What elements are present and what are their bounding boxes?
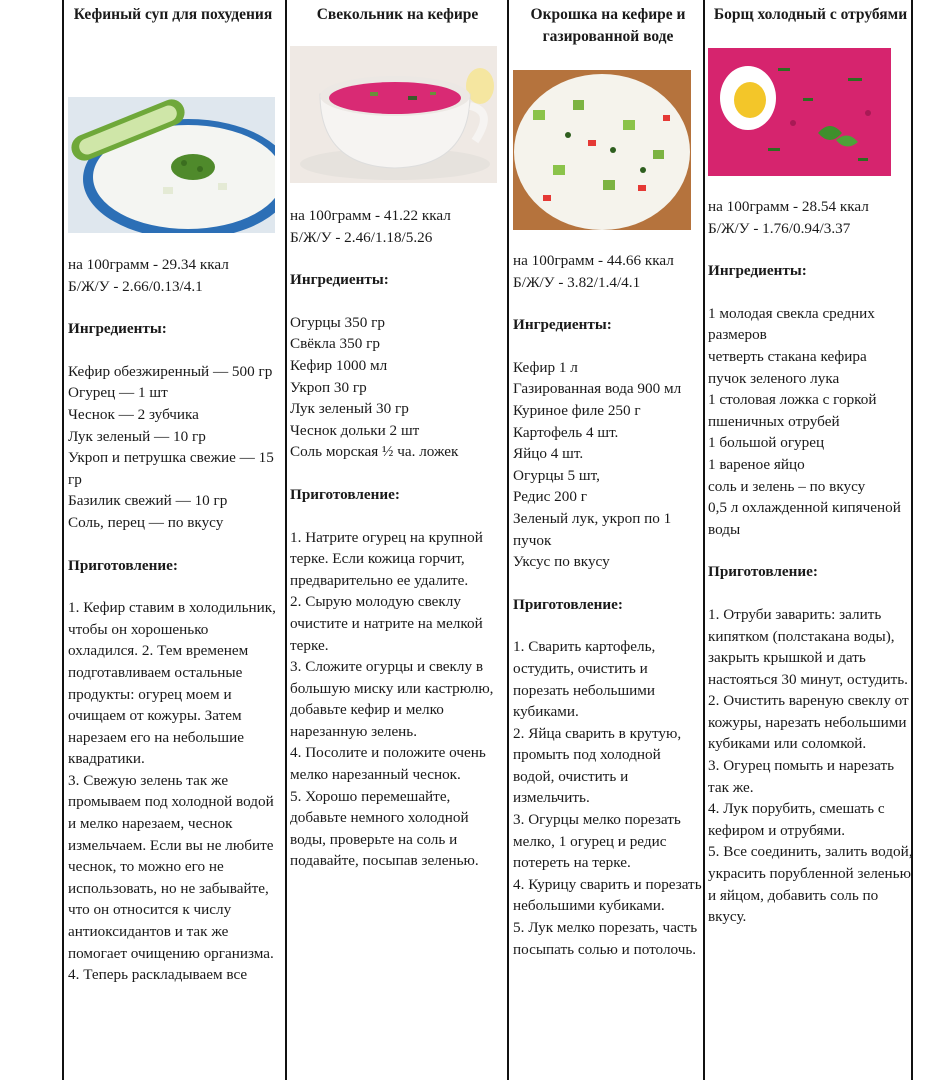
ingredient-item: Огурцы 350 гр xyxy=(290,313,385,331)
column-divider-1 xyxy=(285,0,287,1080)
ingredient-item: Кефир обезжиренный — 500 гр xyxy=(68,362,273,380)
column-divider-2 xyxy=(507,0,509,1080)
nutrition-bju: Б/Ж/У - 2.66/0.13/4.1 xyxy=(68,277,203,295)
method-step: 1. Кефир ставим в холодильник, чтобы он хорошенько охладился. 2. Тем временем подготавливаем остальные продукты: огурец моем и очищаем от кожуры. Затем нарезаем его на небольшие квадратики. xyxy=(68,599,276,768)
ingredient-item: Укроп 30 гр xyxy=(290,378,367,396)
method-step: 5. Лук мелко порезать, часть посыпать солью и потолочь. xyxy=(513,919,698,958)
nutrition-bju: Б/Ж/У - 3.82/1.4/4.1 xyxy=(513,273,641,291)
ingredient-item: Базилик свежий — 10 гр xyxy=(68,492,228,510)
method-step: 4. Посолите и положите очень мелко нарезанный чеснок. xyxy=(290,744,486,784)
ingredients-heading: Ингредиенты: xyxy=(708,262,807,280)
ingredient-item: Чеснок дольки 2 шт xyxy=(290,421,420,439)
ingredient-item: Чеснок — 2 зубчика xyxy=(68,405,199,423)
method-step: 4. Курицу сварить и порезать небольшими кубиками. xyxy=(513,875,702,915)
method-step: 4. Лук порубить, смешать с кефиром и отрубями. xyxy=(708,800,885,839)
photo-cold-borscht xyxy=(708,48,891,176)
ingredient-item: Яйцо 4 шт. xyxy=(513,445,584,463)
cold-borscht-image xyxy=(708,48,891,176)
ingredient-item: пучок зеленого лука xyxy=(708,369,840,387)
nutrition-calories: на 100грамм - 44.66 ккал xyxy=(513,252,674,269)
photo-okroshka xyxy=(513,70,691,230)
method-step: 3. Огурцы мелко порезать мелко, 1 огурец и редис потереть на терке. xyxy=(513,811,681,872)
ingredient-item: Укроп и петрушка свежие — 15 гр xyxy=(68,449,274,488)
method-step: 2. Яйца сварить в крутую, промыть под холодной водой, очистить и измельчить. xyxy=(513,724,682,807)
nutrition-bju: Б/Ж/У - 2.46/1.18/5.26 xyxy=(290,228,433,246)
kefir-soup-image xyxy=(68,97,275,233)
ingredient-item: 1 большой огурец xyxy=(708,434,825,452)
recipe-column-okroshka xyxy=(513,0,703,1080)
ingredient-item: соль и зелень – по вкусу xyxy=(708,477,866,495)
ingredient-item: Куриное филе 250 г xyxy=(513,401,641,419)
method-step: 1. Натрите огурец на крупной терке. Если кожица горчит, предварительно ее удалите. xyxy=(290,528,483,589)
method-step: 4. Теперь раскладываем все xyxy=(68,966,248,984)
method-step: 3. Сложите огурцы и свеклу в большую миску или кастрюлю, добавьте кефир и мелко нарезанную зелень. xyxy=(290,658,494,740)
recipe-title: Окрошка на кефире и газированной воде xyxy=(530,6,686,45)
nutrition-calories: на 100грамм - 28.54 ккал xyxy=(708,198,869,215)
method-step: 1. Сварить картофель, остудить, очистить и порезать небольшими кубиками. xyxy=(513,638,656,721)
method-heading: Приготовление: xyxy=(513,595,623,613)
ingredient-item: Кефир 1000 мл xyxy=(290,356,388,374)
okroshka-image xyxy=(513,70,691,230)
ingredient-item: Газированная вода 900 мл xyxy=(513,380,682,398)
ingredient-item: Лук зеленый 30 гр xyxy=(290,400,409,418)
recipe-column-cold-borscht xyxy=(708,0,913,1080)
method-step: 2. Сырую молодую свеклу очистите и натрите на мелкой терке. xyxy=(290,593,483,654)
nutrition-calories: на 100грамм - 41.22 ккал xyxy=(290,207,451,224)
ingredient-item: Картофель 4 шт. xyxy=(513,423,619,441)
ingredient-item: 1 молодая свекла средних размеров xyxy=(708,304,875,344)
ingredient-item: 1 столовая ложка с горкой пшеничных отрубей xyxy=(708,391,877,430)
table-border-left xyxy=(62,0,64,1080)
nutrition-bju: Б/Ж/У - 1.76/0.94/3.37 xyxy=(708,219,851,237)
photo-beet-kefir xyxy=(290,46,497,183)
nutrition-calories: на 100грамм - 29.34 ккал xyxy=(68,256,229,273)
ingredient-item: четверть стакана кефира xyxy=(708,347,867,365)
ingredient-item: 0,5 л охлажденной кипяченой воды xyxy=(708,499,901,538)
ingredient-item: Огурцы 5 шт, xyxy=(513,466,600,484)
recipe-column-kefir-soup xyxy=(68,0,278,1080)
method-step: 3. Огурец помыть и нарезать так же. xyxy=(708,757,895,796)
method-heading: Приготовление: xyxy=(708,563,818,581)
ingredient-item: Огурец — 1 шт xyxy=(68,384,168,402)
method-step: 3. Свежую зелень так же промываем под холодной водой и мелко нарезаем, чеснок измельчаем. Если вы не любите чеснок, то можно его не использовать, но не забывайте, что он относится к числу антиоксидантов и так же помогает очищению организма. xyxy=(68,771,274,962)
recipe-title: Кефиный суп для похудения xyxy=(73,6,273,23)
ingredients-heading: Ингредиенты: xyxy=(513,316,612,334)
recipe-title: Борщ холодный с отрубями xyxy=(713,6,908,23)
ingredients-heading: Ингредиенты: xyxy=(290,271,389,289)
ingredient-item: Редис 200 г xyxy=(513,488,587,506)
ingredient-item: Кефир 1 л xyxy=(513,358,578,376)
beet-soup-cup-image xyxy=(290,46,497,183)
recipe-column-beet-kefir xyxy=(290,0,505,1080)
column-divider-3 xyxy=(703,0,705,1080)
method-step: 2. Очистить вареную свеклу от кожуры, нарезать небольшими кубиками или соломкой. xyxy=(708,692,909,753)
method-step: 1. Отруби заварить: залить кипятком (полстакана воды), закрыть крышкой и дать настояться 30 минут, остудить. xyxy=(708,605,908,688)
method-step: 5. Хорошо перемешайте, добавьте немного холодной воды, проверьте на соль и подавайте, посыпав зеленью. xyxy=(290,787,479,870)
ingredient-item: Свёкла 350 гр xyxy=(290,335,380,353)
ingredient-item: Уксус по вкусу xyxy=(513,553,610,571)
ingredient-item: Соль, перец — по вкусу xyxy=(68,513,224,531)
recipe-title: Свекольник на кефире xyxy=(316,6,479,23)
ingredient-item: 1 вареное яйцо xyxy=(708,455,805,473)
ingredient-item: Соль морская ½ ча. ложек xyxy=(290,443,459,461)
ingredient-item: Лук зеленый — 10 гр xyxy=(68,427,206,445)
ingredient-item: Зеленый лук, укроп по 1 пучок xyxy=(513,509,672,549)
photo-kefir-soup xyxy=(68,97,275,233)
method-heading: Приготовление: xyxy=(290,485,400,503)
method-step: 5. Все соединить, залить водой, украсить порубленной зеленью и яйцом, добавить соль по вкусу. xyxy=(708,843,913,926)
method-heading: Приготовление: xyxy=(68,556,178,574)
ingredients-heading: Ингредиенты: xyxy=(68,320,167,338)
